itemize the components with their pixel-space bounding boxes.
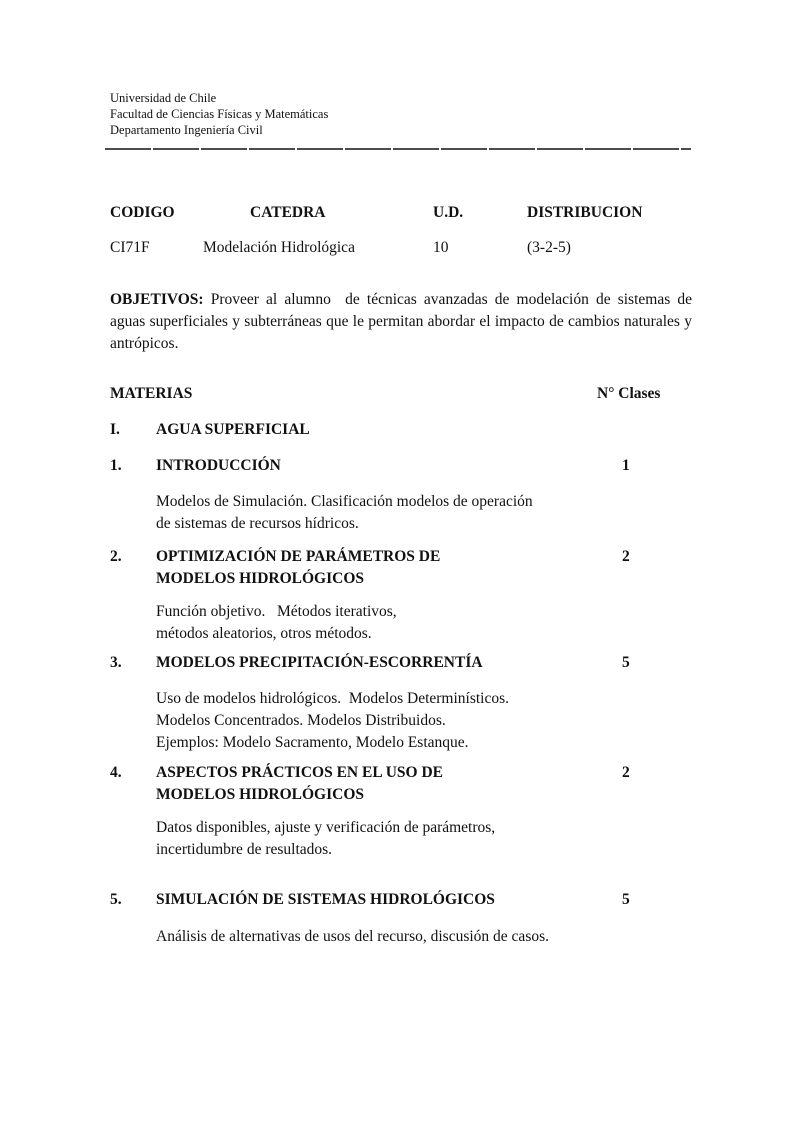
document-content (110, 90, 696, 948)
materia-item (110, 652, 692, 754)
part-row (110, 419, 692, 441)
objetivos-paragraph (110, 289, 696, 355)
course-name: Modelación Hidrológica (203, 239, 355, 256)
materias-header (110, 383, 692, 405)
materia-body: Análisis de alternativas de usos del recurso, discusión de casos. (156, 928, 550, 945)
materia-heading (110, 652, 692, 674)
materia-title: ASPECTOS PRÁCTICOS EN EL USO DE MODELOS HIDROLÓGICOS (156, 764, 443, 803)
objetivos-label: OBJETIVOS: (110, 291, 204, 308)
course-table-data-row (110, 238, 692, 258)
materia-number: 1. (110, 457, 122, 474)
materia-number: 3. (110, 654, 122, 671)
horizontal-rule (105, 148, 691, 150)
materia-item (110, 546, 692, 645)
course-table-header-row (110, 203, 692, 223)
clases-column-header: N° Clases (597, 385, 661, 402)
materias-title: MATERIAS (110, 385, 193, 402)
materia-body: Modelos de Simulación. Clasificación modelos de operación de sistemas de recursos hídricos. (156, 493, 533, 532)
materia-title: INTRODUCCIÓN (156, 457, 281, 474)
materia-title: SIMULACIÓN DE SISTEMAS HIDROLÓGICOS (156, 891, 495, 908)
header-codigo: CODIGO (110, 204, 175, 221)
course-code: CI71F (110, 239, 150, 256)
part-title: AGUA SUPERFICIAL (156, 421, 310, 438)
letterhead-faculty: Facultad de Ciencias Físicas y Matemáticas (110, 107, 329, 121)
part-number: I. (110, 421, 120, 438)
materia-item (110, 889, 692, 948)
header-catedra: CATEDRA (250, 204, 326, 221)
header-ud: U.D. (433, 204, 464, 221)
materia-clases-count: 1 (622, 457, 630, 474)
materia-clases-count: 5 (622, 654, 630, 671)
letterhead (110, 90, 692, 138)
letterhead-university: Universidad de Chile (110, 91, 217, 105)
header-distribucion: DISTRIBUCION (527, 204, 643, 221)
materia-body: Uso de modelos hidrológicos. Modelos Determinísticos. Modelos Concentrados. Modelos Distribuidos. Ejemplos: Modelo Sacramento, Modelo Estanque. (156, 690, 510, 751)
materia-title: OPTIMIZACIÓN DE PARÁMETROS DE MODELOS HIDROLÓGICOS (156, 548, 441, 587)
materia-number: 5. (110, 891, 122, 908)
materia-clases-count: 5 (622, 891, 630, 908)
materia-body: Función objetivo. Métodos iterativos, métodos aleatorios, otros métodos. (156, 603, 397, 642)
materia-clases-count: 2 (622, 548, 630, 565)
objetivos-text: Proveer al alumno de técnicas avanzadas de modelación de sistemas de aguas superficiales y subterráneas que le permitan abordar el impacto de cambios naturales y antrópicos. (110, 291, 696, 352)
materia-number: 2. (110, 548, 122, 565)
materia-body: Datos disponibles, ajuste y verificación de parámetros, incertidumbre de resultados. (156, 819, 496, 858)
materia-clases-count: 2 (622, 764, 630, 781)
materia-title: MODELOS PRECIPITACIÓN-ESCORRENTÍA (156, 654, 483, 671)
materia-heading (110, 546, 692, 590)
course-ud: 10 (433, 239, 449, 256)
letterhead-department: Departamento Ingeniería Civil (110, 123, 263, 137)
materia-number: 4. (110, 764, 122, 781)
materia-item (110, 762, 692, 861)
materia-heading (110, 762, 692, 806)
materia-heading (110, 889, 692, 911)
materia-heading (110, 455, 692, 477)
course-table (110, 203, 692, 258)
course-distribution: (3-2-5) (527, 239, 571, 256)
materia-item (110, 455, 692, 535)
